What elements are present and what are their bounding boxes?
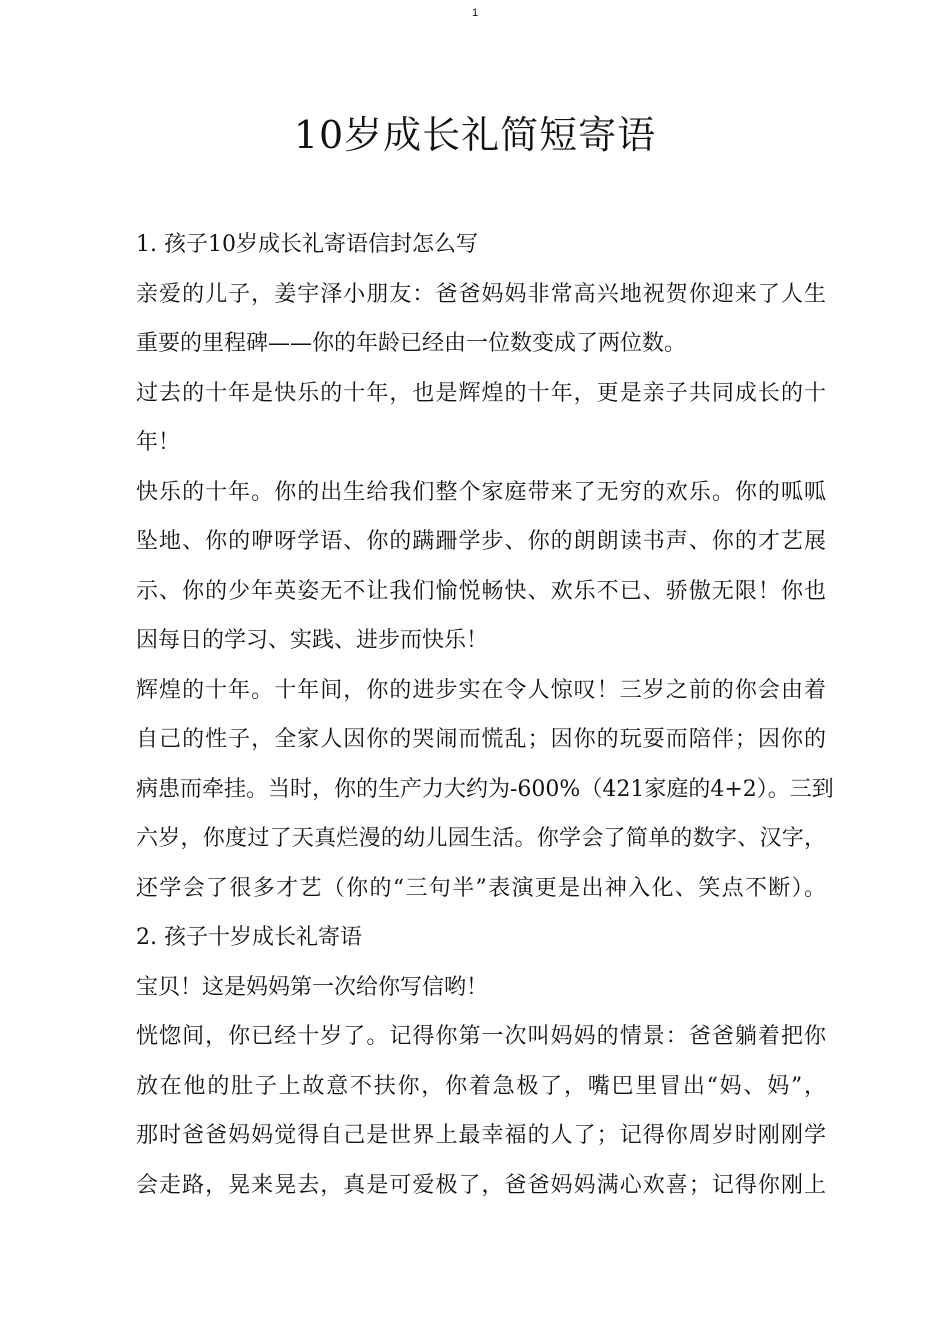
paragraph-line: 重要的里程碑——你的年龄已经由一位数变成了两位数。: [136, 331, 687, 356]
paragraph-line: 过去的十年是快乐的十年，也是辉煌的十年，更是亲子共同成长的十: [136, 380, 826, 406]
document-body: [136, 220, 834, 1210]
paragraph-line: 宝贝！这是妈妈第一次给你写信哟！: [136, 974, 489, 1000]
section-heading-1: 1. 孩子10岁成长礼寄语信封怎么写: [136, 232, 478, 257]
paragraph-line: 示、你的少年英姿无不让我们愉悦畅快、欢乐不已、骄傲无限！你也: [136, 578, 826, 604]
paragraph-line: 会走路，晃来晃去，真是可爱极了，爸爸妈妈满心欢喜；记得你刚上: [136, 1172, 826, 1198]
paragraph-line: 那时爸爸妈妈觉得自己是世界上最幸福的人了；记得你周岁时刚刚学: [136, 1123, 826, 1148]
section-heading-2: 2. 孩子十岁成长礼寄语: [136, 925, 362, 950]
paragraph-line: 亲爱的儿子，姜宇泽小朋友：爸爸妈妈非常高兴地祝贺你迎来了人生: [136, 281, 826, 307]
page-number: 1: [471, 7, 479, 19]
paragraph-line: 年！: [136, 430, 181, 455]
paragraph-line: 六岁，你度过了天真烂漫的幼儿园生活。你学会了简单的数字、汉字，: [136, 826, 826, 851]
document-title: 10岁成长礼简短寄语: [293, 113, 657, 157]
paragraph-line: 因每日的学习、实践、进步而快乐！: [136, 628, 489, 653]
paragraph-line: 还学会了很多才艺（你的“三句半”表演更是出神入化、笑点不断）。: [136, 875, 826, 901]
paragraph-line: 恍惚间，你已经十岁了。记得你第一次叫妈妈的情景：爸爸躺着把你: [136, 1024, 826, 1049]
paragraph-line: 辉煌的十年。十年间，你的进步实在令人惊叹！三岁之前的你会由着: [136, 677, 826, 703]
paragraph-line: 快乐的十年。你的出生给我们整个家庭带来了无穷的欢乐。你的呱呱: [136, 479, 826, 505]
paragraph-line: 放在他的肚子上故意不扶你，你着急极了，嘴巴里冒出“妈、妈”，: [136, 1073, 826, 1099]
paragraph-line: 自己的性子，全家人因你的哭闹而慌乱；因你的玩耍而陪伴；因你的: [136, 727, 826, 752]
paragraph-line: 病患而牵挂。当时，你的生产力大约为-600%（421家庭的4+2）。三到: [136, 776, 834, 802]
paragraph-line: 坠地、你的咿呀学语、你的蹒跚学步、你的朗朗读书声、你的才艺展: [136, 529, 826, 554]
